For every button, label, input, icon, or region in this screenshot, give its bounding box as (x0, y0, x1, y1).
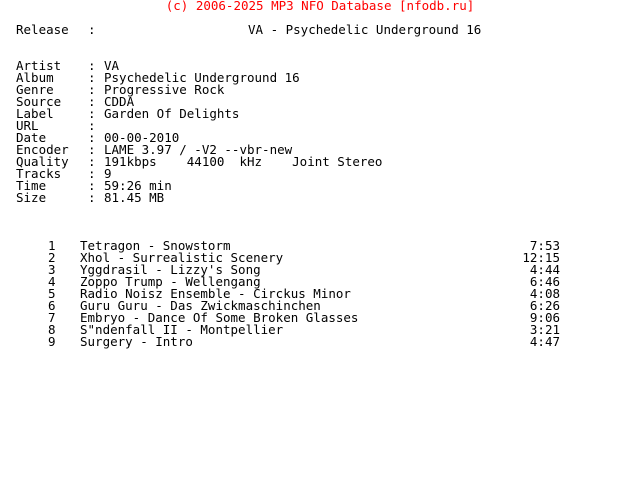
track-title: S"ndenfall II - Montpellier (80, 322, 284, 337)
field-label: Quality (16, 154, 69, 169)
field-colon: : (88, 118, 96, 133)
field-value: LAME 3.97 / -V2 --vbr-new (104, 142, 293, 157)
field-colon: : (88, 166, 96, 181)
field-label: Source (16, 94, 62, 109)
release-value: VA - Psychedelic Underground 16 (248, 22, 482, 37)
field-value: Garden Of Delights (104, 106, 240, 121)
track-title: Guru Guru - Das Zwickmaschinchen (80, 298, 321, 313)
track-title: Yggdrasil - Lizzy's Song (80, 262, 261, 277)
field-label: URL (16, 118, 39, 133)
field-value: 9 (104, 166, 112, 181)
track-title: Zoppo Trump - Wellengang (80, 274, 261, 289)
track-number: 4 (48, 274, 56, 289)
track-number: 3 (48, 262, 56, 277)
field-value: 191kbps 44100 kHz Joint Stereo (104, 154, 383, 169)
track-number: 8 (48, 322, 56, 337)
field-label: Label (16, 106, 54, 121)
track-title: Embryo - Dance Of Some Broken Glasses (80, 310, 359, 325)
field-label: Album (16, 70, 54, 85)
field-colon: : (88, 58, 96, 73)
track-number: 5 (48, 286, 56, 301)
field-value: Psychedelic Underground 16 (104, 70, 300, 85)
track-time: 3:21 (529, 322, 560, 337)
track-time: 6:26 (529, 298, 560, 313)
field-colon: : (88, 82, 96, 97)
field-colon: : (88, 70, 96, 85)
track-time: 9:06 (529, 310, 560, 325)
track-number: 7 (48, 310, 56, 325)
track-title: Tetragon - Snowstorm (80, 238, 231, 253)
site-header: (c) 2006-2025 MP3 NFO Database [nfodb.ru] (165, 0, 475, 13)
field-value: 00-00-2010 (104, 130, 180, 145)
field-label: Genre (16, 82, 54, 97)
field-colon: : (88, 142, 96, 157)
field-label: Date (16, 130, 47, 145)
track-number: 1 (48, 238, 56, 253)
field-value: VA (104, 58, 120, 73)
track-time: 6:46 (529, 274, 560, 289)
track-time: 4:08 (529, 286, 560, 301)
field-colon: : (88, 154, 96, 169)
track-title: Xhol - Surrealistic Scenery (80, 250, 284, 265)
field-colon: : (88, 94, 96, 109)
track-time: 7:53 (529, 238, 560, 253)
field-colon: : (88, 106, 96, 121)
field-value: CDDA (104, 94, 135, 109)
track-time: 4:47 (529, 334, 560, 349)
field-colon: : (88, 130, 96, 145)
field-colon: : (88, 190, 96, 205)
field-value: 81.45 MB (104, 190, 165, 205)
track-title: Surgery - Intro (80, 334, 193, 349)
field-value: Progressive Rock (104, 82, 225, 97)
track-time: 4:44 (529, 262, 560, 277)
track-time: 12:15 (522, 250, 560, 265)
track-number: 9 (48, 334, 56, 349)
track-title: Radio Noisz Ensemble - Circkus Minor (80, 286, 351, 301)
field-label: Tracks (16, 166, 62, 181)
field-value: 59:26 min (104, 178, 172, 193)
field-label: Encoder (16, 142, 69, 157)
field-colon: : (88, 178, 96, 193)
field-label: Size (16, 190, 47, 205)
track-number: 2 (48, 250, 56, 265)
track-number: 6 (48, 298, 56, 313)
release-label: Release (16, 22, 69, 37)
field-label: Time (16, 178, 47, 193)
release-colon: : (88, 22, 96, 37)
field-label: Artist (16, 58, 62, 73)
